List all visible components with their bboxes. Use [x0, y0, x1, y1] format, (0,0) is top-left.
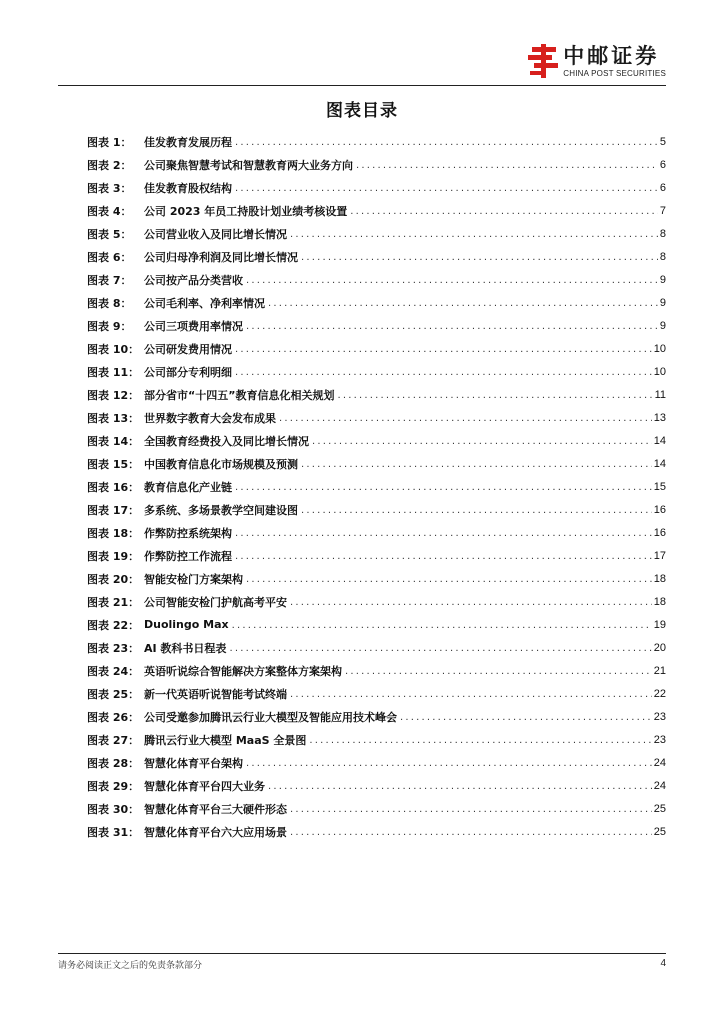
toc-entry-title: 智慧化体育平台四大业务	[144, 779, 265, 793]
toc-dot-leader	[235, 136, 658, 147]
toc-entry-title: 智慧化体育平台三大硬件形态	[144, 802, 287, 816]
toc-entry-title: 公司聚焦智慧考试和智慧教育两大业务方向	[144, 158, 353, 172]
toc-entry[interactable]	[87, 314, 666, 337]
toc-entry-label: 图表 15：	[87, 457, 140, 471]
footer-disclaimer: 请务必阅读正文之后的免责条款部分	[58, 961, 203, 971]
toc-entry-label: 图表 10：	[87, 342, 140, 356]
toc-entry-page: 9	[659, 273, 666, 286]
toc-entry[interactable]	[87, 613, 666, 636]
toc-entry-page: 14	[653, 434, 666, 447]
toc-entry[interactable]	[87, 452, 666, 475]
toc-entry[interactable]	[87, 636, 666, 659]
toc-entry[interactable]	[87, 475, 666, 498]
toc-entry-page: 25	[653, 825, 666, 838]
toc-dot-leader	[268, 297, 658, 308]
toc-entry-title: 全国教育经费投入及同比增长情况	[144, 434, 309, 448]
toc-dot-leader	[301, 458, 652, 469]
toc-entry-label: 图表 14：	[87, 434, 140, 448]
header-divider	[58, 85, 666, 86]
toc-entry[interactable]	[87, 406, 666, 429]
toc-entry[interactable]	[87, 498, 666, 521]
toc-entry-title: 公司 2023 年员工持股计划业绩考核设置	[144, 204, 348, 218]
page-number: 4	[660, 958, 666, 969]
toc-dot-leader	[246, 274, 658, 285]
toc-entry-label: 图表 29：	[87, 779, 140, 793]
toc-entry-label: 图表 26：	[87, 710, 140, 724]
toc-entry-page: 8	[659, 227, 666, 240]
toc-dot-leader	[235, 481, 652, 492]
toc-entry[interactable]	[87, 360, 666, 383]
toc-entry-title: 英语听说综合智能解决方案整体方案架构	[144, 664, 342, 678]
toc-entry-title: 公司营业收入及同比增长情况	[144, 227, 287, 241]
toc-entry-title: 佳发教育发展历程	[144, 135, 232, 149]
toc-entry-title: 公司三项费用率情况	[144, 319, 243, 333]
toc-entry-title: 公司受邀参加腾讯云行业大模型及智能应用技术峰会	[144, 710, 397, 724]
toc-entry-page: 23	[653, 710, 666, 723]
brand-name-cn: 中邮证券	[563, 43, 660, 68]
toc-entry-page: 21	[653, 664, 666, 677]
toc-entry-page: 16	[653, 526, 666, 539]
toc-entry-page: 17	[653, 549, 666, 562]
brand-name-en: CHINA POST SECURITIES	[563, 68, 666, 78]
toc-entry-label: 图表 9：	[87, 319, 132, 333]
toc-entry-page: 18	[653, 595, 666, 608]
toc-entry-page: 18	[653, 572, 666, 585]
figure-list	[87, 130, 666, 843]
toc-entry-title: 公司部分专利明细	[144, 365, 232, 379]
toc-entry-label: 图表 5：	[87, 227, 132, 241]
toc-entry[interactable]	[87, 521, 666, 544]
toc-entry-label: 图表 2：	[87, 158, 132, 172]
toc-entry-label: 图表 27：	[87, 733, 140, 747]
toc-entry-label: 图表 7：	[87, 273, 132, 287]
toc-dot-leader	[246, 573, 652, 584]
toc-entry-label: 图表 23：	[87, 641, 140, 655]
toc-entry-title: AI 教科书日程表	[144, 641, 227, 655]
toc-dot-leader	[290, 228, 658, 239]
toc-entry-page: 13	[653, 411, 666, 424]
toc-dot-leader	[356, 159, 658, 170]
toc-entry[interactable]	[87, 567, 666, 590]
toc-entry[interactable]	[87, 682, 666, 705]
toc-entry-label: 图表 24：	[87, 664, 140, 678]
toc-entry[interactable]	[87, 774, 666, 797]
toc-entry[interactable]	[87, 751, 666, 774]
toc-entry-title: 多系统、多场景教学空间建设图	[144, 503, 298, 517]
toc-entry-title: 智慧化体育平台架构	[144, 756, 243, 770]
toc-entry-page: 5	[659, 135, 666, 148]
toc-entry-page: 15	[653, 480, 666, 493]
toc-entry[interactable]	[87, 268, 666, 291]
toc-entry-page: 6	[659, 158, 666, 171]
toc-entry-title: 新一代英语听说智能考试终端	[144, 687, 287, 701]
toc-entry[interactable]	[87, 429, 666, 452]
china-post-logo-icon	[528, 44, 558, 78]
toc-entry-title: 佳发教育股权结构	[144, 181, 232, 195]
toc-entry-title: 作弊防控系统架构	[144, 526, 232, 540]
toc-entry-title: 部分省市“十四五”教育信息化相关规划	[144, 388, 335, 402]
toc-entry[interactable]	[87, 337, 666, 360]
toc-entry-label: 图表 1：	[87, 135, 132, 149]
toc-dot-leader	[229, 642, 651, 653]
toc-entry-label: 图表 28：	[87, 756, 140, 770]
toc-dot-leader	[232, 619, 652, 630]
toc-entry-page: 23	[653, 733, 666, 746]
toc-entry-title: Duolingo Max	[144, 618, 229, 631]
toc-dot-leader	[290, 826, 652, 837]
toc-entry-title: 公司智能安检门护航高考平安	[144, 595, 287, 609]
toc-dot-leader	[279, 412, 652, 423]
toc-entry[interactable]	[87, 383, 666, 406]
toc-entry[interactable]	[87, 245, 666, 268]
toc-entry-label: 图表 20：	[87, 572, 140, 586]
toc-entry[interactable]	[87, 153, 666, 176]
toc-entry-label: 图表 13：	[87, 411, 140, 425]
toc-entry-label: 图表 17：	[87, 503, 140, 517]
toc-entry[interactable]	[87, 544, 666, 567]
toc-entry-page: 25	[653, 802, 666, 815]
toc-entry[interactable]	[87, 590, 666, 613]
toc-entry-page: 22	[653, 687, 666, 700]
toc-entry-label: 图表 8：	[87, 296, 132, 310]
toc-entry-title: 公司归母净利润及同比增长情况	[144, 250, 298, 264]
toc-entry-page: 9	[659, 319, 666, 332]
toc-entry-label: 图表 12：	[87, 388, 140, 402]
toc-entry-page: 24	[653, 779, 666, 792]
toc-dot-leader	[312, 435, 652, 446]
toc-entry-title: 作弊防控工作流程	[144, 549, 232, 563]
toc-dot-leader	[235, 527, 652, 538]
toc-entry[interactable]	[87, 797, 666, 820]
toc-entry-title: 公司毛利率、净利率情况	[144, 296, 265, 310]
toc-dot-leader	[290, 688, 652, 699]
toc-dot-leader	[235, 343, 652, 354]
toc-dot-leader	[246, 757, 652, 768]
footer-divider	[58, 953, 666, 954]
toc-entry-label: 图表 21：	[87, 595, 140, 609]
toc-entry-label: 图表 11：	[87, 365, 140, 379]
toc-entry[interactable]	[87, 728, 666, 751]
toc-entry-page: 24	[653, 756, 666, 769]
toc-entry-title: 公司按产品分类营收	[144, 273, 243, 287]
toc-dot-leader	[235, 182, 658, 193]
toc-entry-label: 图表 6：	[87, 250, 132, 264]
toc-entry-page: 16	[653, 503, 666, 516]
toc-entry[interactable]	[87, 820, 666, 843]
toc-entry[interactable]	[87, 199, 666, 222]
toc-dot-leader	[235, 366, 652, 377]
toc-entry-label: 图表 18：	[87, 526, 140, 540]
toc-entry-label: 图表 25：	[87, 687, 140, 701]
toc-entry-page: 11	[654, 388, 666, 401]
toc-entry[interactable]	[87, 291, 666, 314]
toc-entry-label: 图表 31：	[87, 825, 140, 839]
toc-entry-title: 智慧化体育平台六大应用场景	[144, 825, 287, 839]
toc-entry[interactable]	[87, 130, 666, 153]
toc-dot-leader	[235, 550, 652, 561]
toc-dot-leader	[345, 665, 652, 676]
toc-entry-label: 图表 4：	[87, 204, 132, 218]
toc-dot-leader	[290, 803, 652, 814]
toc-entry-label: 图表 19：	[87, 549, 140, 563]
toc-entry-title: 腾讯云行业大模型 MaaS 全景图	[144, 733, 307, 747]
toc-entry-page: 20	[653, 641, 666, 654]
toc-entry-label: 图表 30：	[87, 802, 140, 816]
brand-logo	[528, 44, 666, 78]
toc-dot-leader	[301, 504, 652, 515]
toc-entry-page: 6	[659, 181, 666, 194]
toc-entry-title: 世界数字教育大会发布成果	[144, 411, 276, 425]
toc-entry[interactable]	[87, 176, 666, 199]
toc-entry-title: 智能安检门方案架构	[144, 572, 243, 586]
toc-entry-page: 9	[659, 296, 666, 309]
page-title: 图表目录	[326, 101, 398, 121]
toc-dot-leader	[301, 251, 658, 262]
toc-entry-page: 8	[659, 250, 666, 263]
toc-dot-leader	[309, 734, 651, 745]
toc-dot-leader	[350, 205, 658, 216]
toc-dot-leader	[246, 320, 658, 331]
toc-entry[interactable]	[87, 659, 666, 682]
toc-entry-label: 图表 22：	[87, 618, 140, 632]
toc-entry-label: 图表 3：	[87, 181, 132, 195]
toc-entry-title: 公司研发费用情况	[144, 342, 232, 356]
toc-entry-page: 10	[653, 342, 666, 355]
toc-entry-label: 图表 16：	[87, 480, 140, 494]
toc-entry[interactable]	[87, 705, 666, 728]
toc-entry[interactable]	[87, 222, 666, 245]
toc-entry-page: 7	[659, 204, 666, 217]
toc-entry-title: 中国教育信息化市场规模及预测	[144, 457, 298, 471]
toc-dot-leader	[337, 389, 652, 400]
toc-dot-leader	[400, 711, 652, 722]
toc-dot-leader	[268, 780, 652, 791]
toc-dot-leader	[290, 596, 652, 607]
toc-entry-page: 19	[653, 618, 666, 631]
toc-entry-title: 教育信息化产业链	[144, 480, 232, 494]
toc-entry-page: 10	[653, 365, 666, 378]
toc-entry-page: 14	[653, 457, 666, 470]
